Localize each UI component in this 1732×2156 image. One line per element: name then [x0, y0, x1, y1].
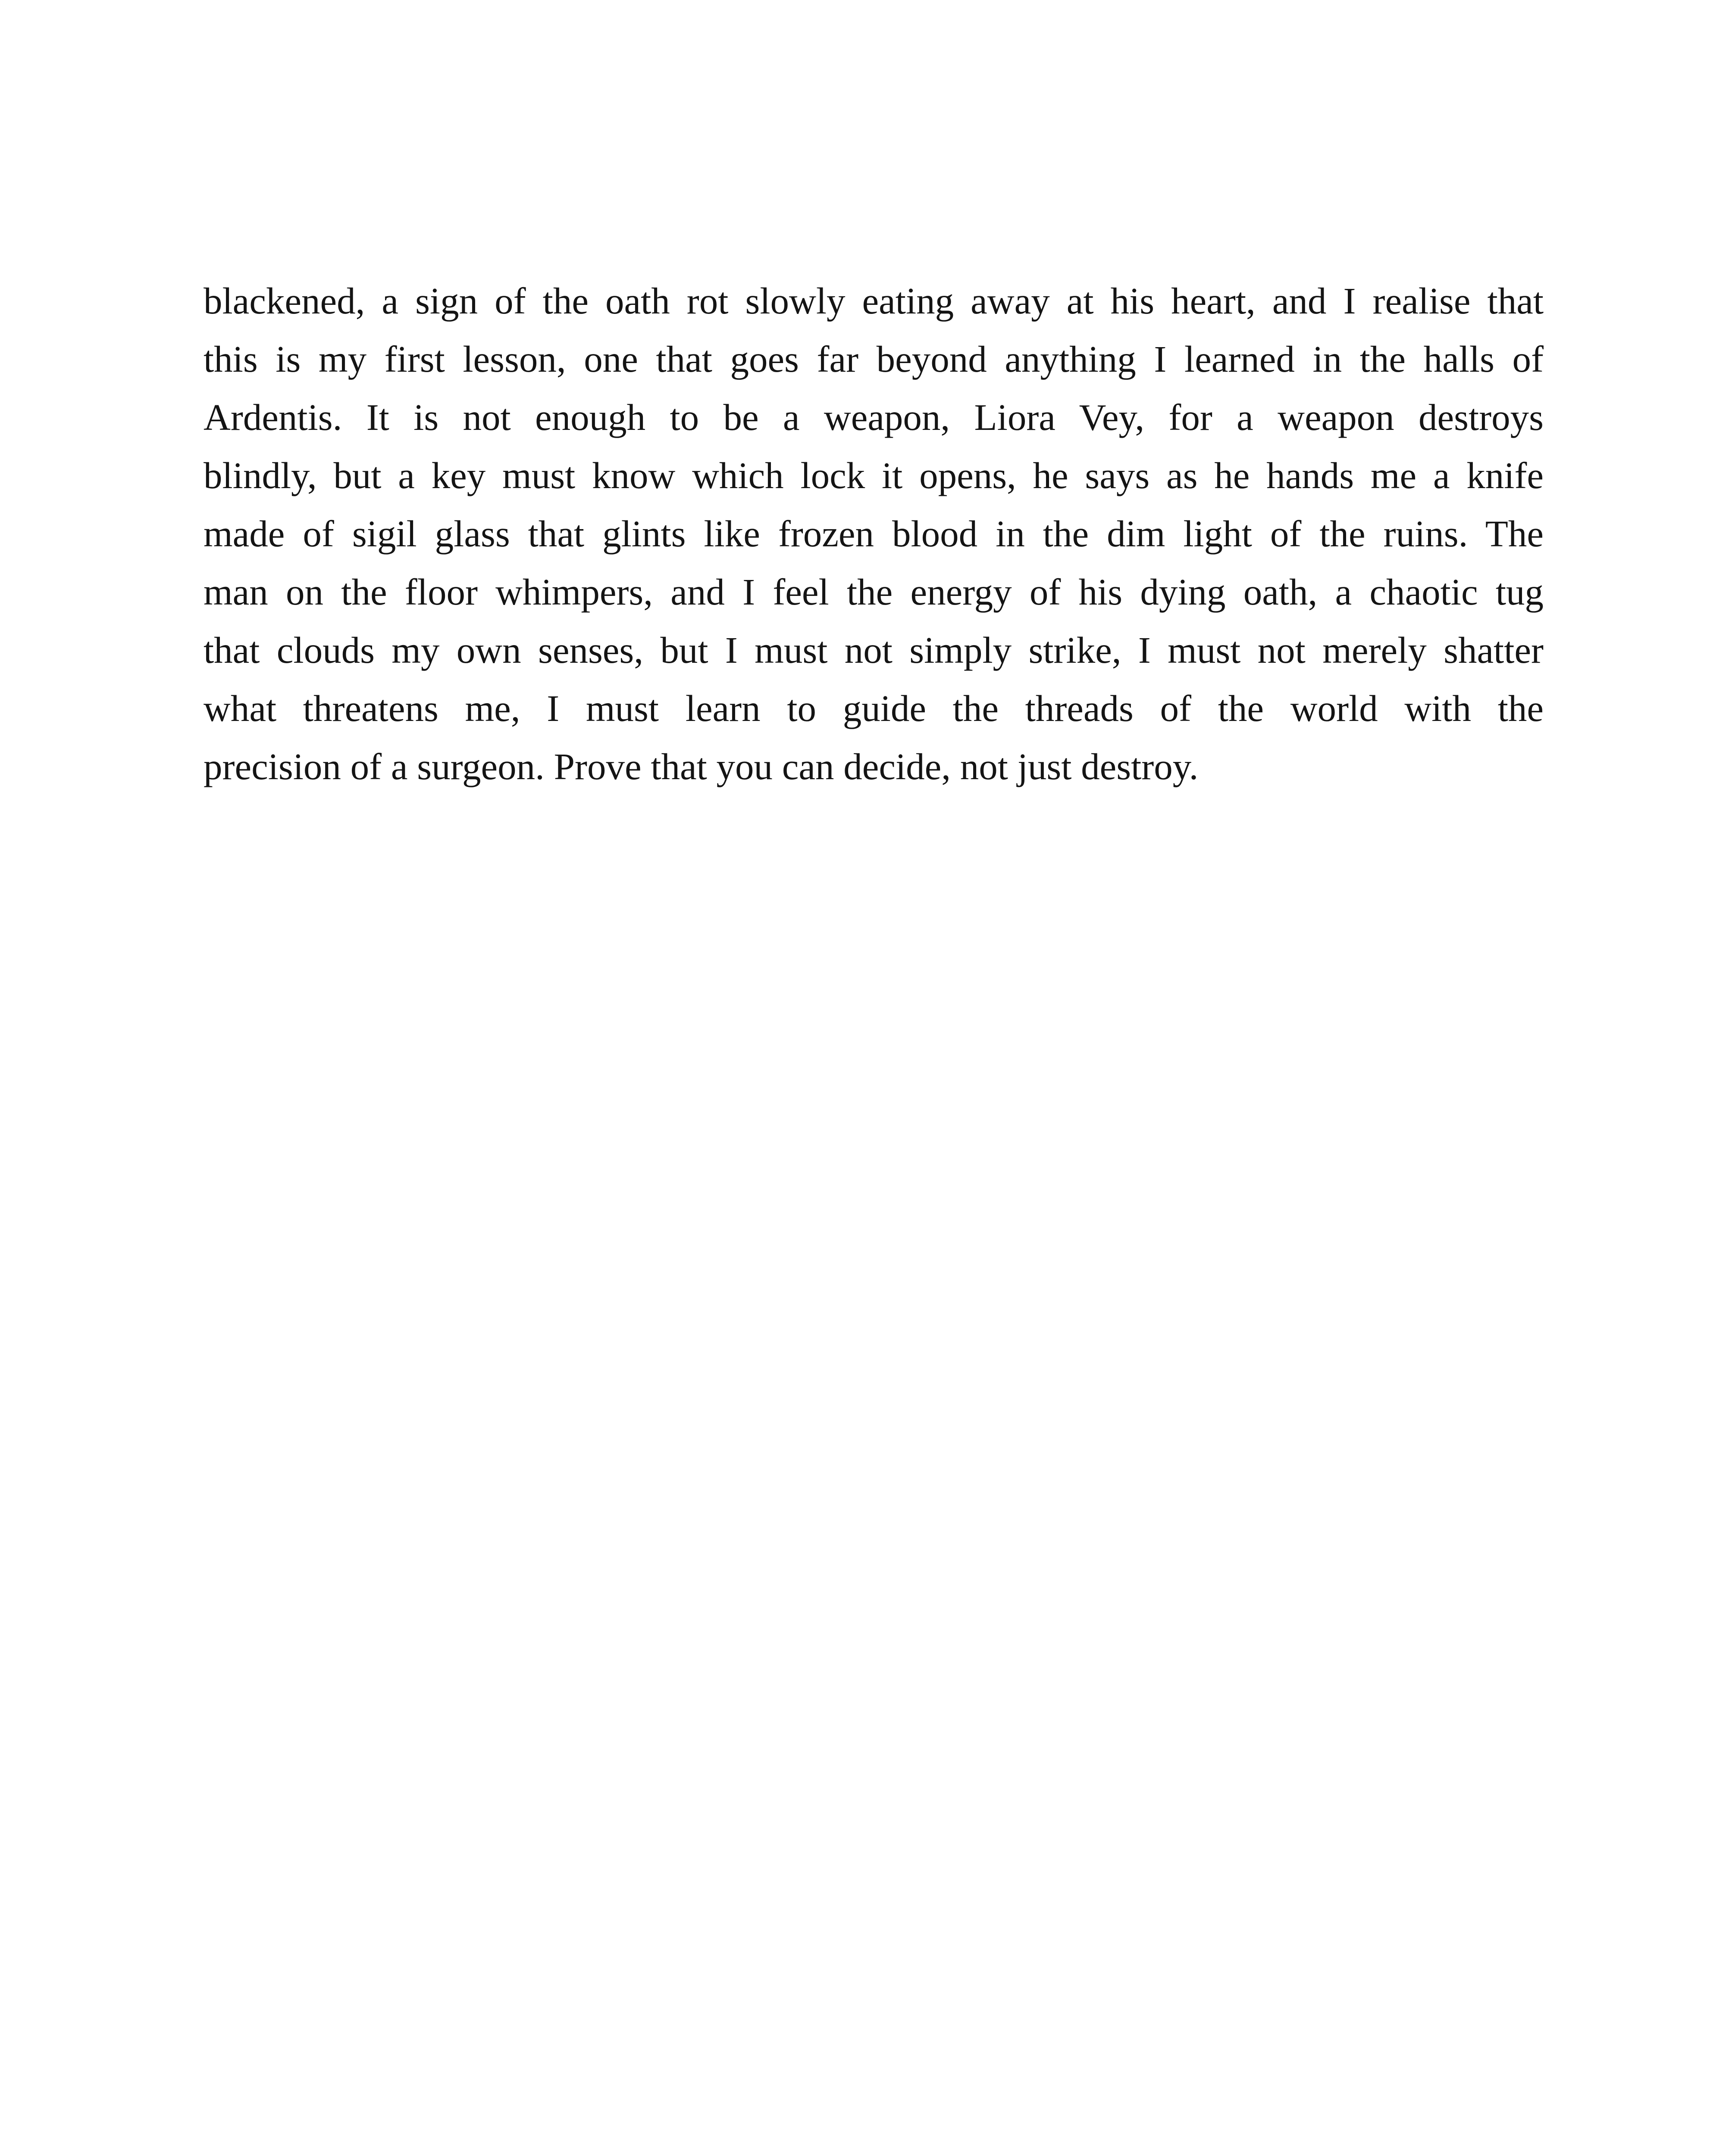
- paragraph-line: that clouds my own senses, but I must not simply strike, I must not merely shatter: [204, 629, 1544, 671]
- paragraph-line: Ardentis. It is not enough to be a weapon, Liora Vey, for a weapon destroys: [204, 396, 1544, 438]
- paragraph-line: precision of a surgeon. Prove that you can decide, not just destroy.: [204, 746, 1199, 787]
- paragraph-line: blindly, but a key must know which lock it opens, he says as he hands me a knife: [204, 454, 1544, 496]
- body-paragraph: [204, 272, 1544, 796]
- paragraph-line: made of sigil glass that glints like frozen blood in the dim light of the ruins. The: [204, 513, 1544, 555]
- paragraph-line: this is my first lesson, one that goes far beyond anything I learned in the halls of: [204, 338, 1544, 380]
- paragraph-line: blackened, a sign of the oath rot slowly eating away at his heart, and I realise that: [204, 280, 1544, 322]
- paragraph-line: what threatens me, I must learn to guide the threads of the world with the: [204, 687, 1544, 729]
- paragraph-line: man on the floor whimpers, and I feel the energy of his dying oath, a chaotic tug: [204, 571, 1544, 613]
